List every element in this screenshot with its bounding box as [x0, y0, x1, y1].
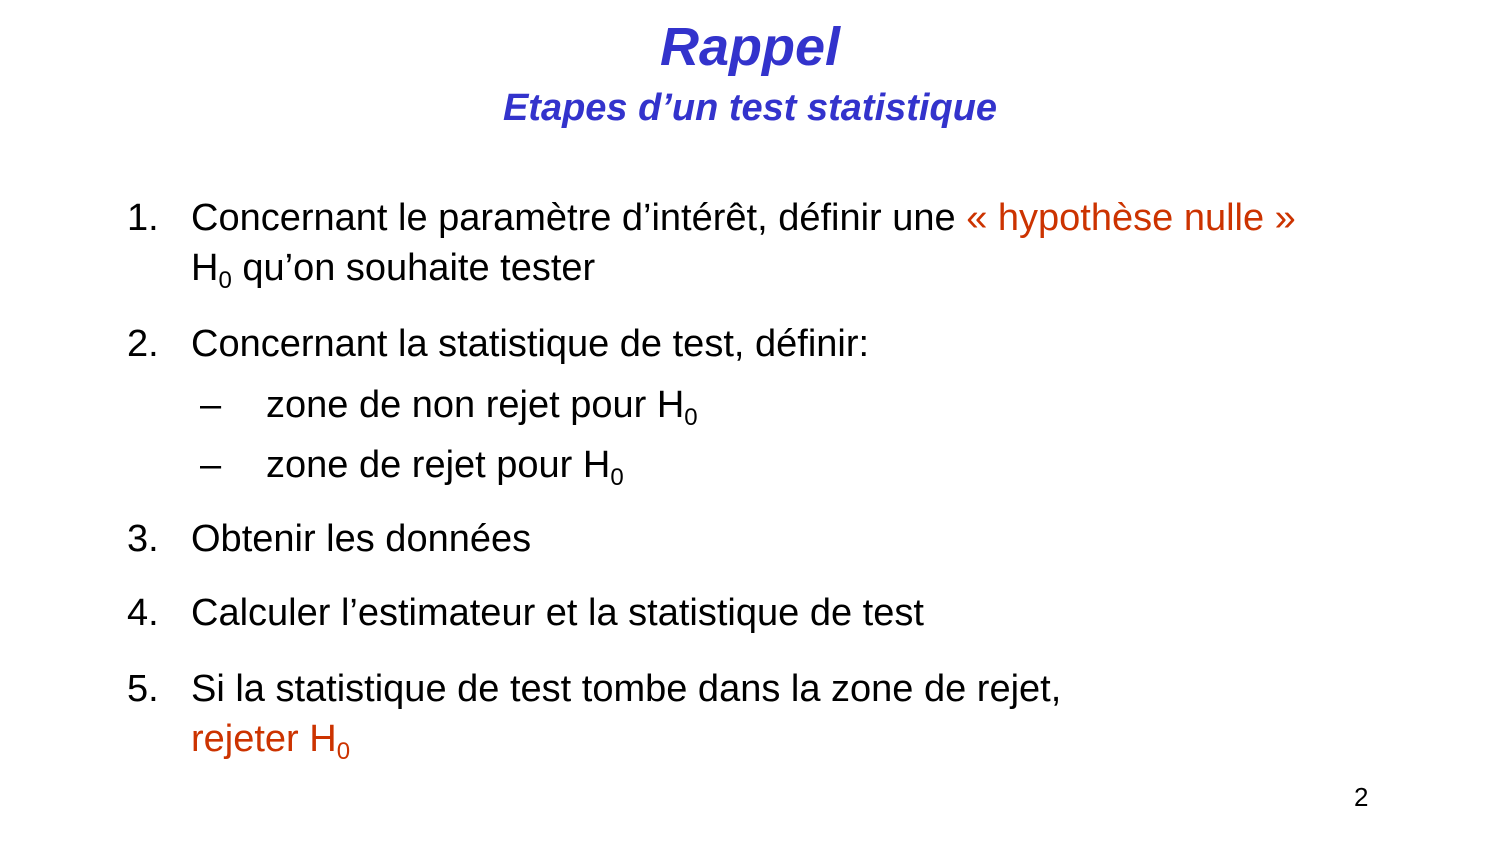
- item-text: H: [191, 247, 219, 289]
- item-text: qu’on souhaite tester: [231, 247, 596, 289]
- item-text: Concernant le paramètre d’intérêt, définir une: [191, 197, 967, 239]
- item-line: [191, 243, 595, 293]
- dash-bullet: –: [200, 444, 222, 486]
- item-number: 5.: [127, 668, 159, 710]
- slide-subtitle: Etapes d’un test statistique: [502, 87, 998, 129]
- sub-item-text: zone de rejet pour H: [266, 444, 611, 486]
- highlight-line: [191, 714, 350, 764]
- subscript: 0: [218, 267, 232, 294]
- sub-item-text: zone de non rejet pour H: [266, 384, 685, 426]
- subscript: 0: [684, 404, 698, 431]
- item-number: 2.: [127, 323, 159, 365]
- item-number: 1.: [127, 197, 159, 239]
- item-text: Obtenir les données: [191, 518, 532, 560]
- slide-title: Rappel: [659, 17, 841, 77]
- highlight-text: « hypothèse nulle »: [966, 197, 1296, 239]
- item-text: Si la statistique de test tombe dans la zone de rejet,: [191, 668, 1062, 710]
- item-number: 4.: [127, 592, 159, 634]
- subscript: 0: [336, 738, 351, 765]
- item-text: Concernant la statistique de test, définir:: [191, 323, 870, 365]
- item-line: [191, 193, 1296, 243]
- highlight-text: rejeter H: [191, 718, 337, 760]
- page-number: 2: [1354, 782, 1369, 812]
- dash-bullet: –: [200, 384, 222, 426]
- subscript: 0: [610, 464, 624, 491]
- item-text: Calculer l’estimateur et la statistique de test: [191, 592, 924, 634]
- item-number: 3.: [127, 518, 159, 560]
- sub-item-line: [266, 380, 698, 430]
- sub-item-line: [266, 440, 624, 490]
